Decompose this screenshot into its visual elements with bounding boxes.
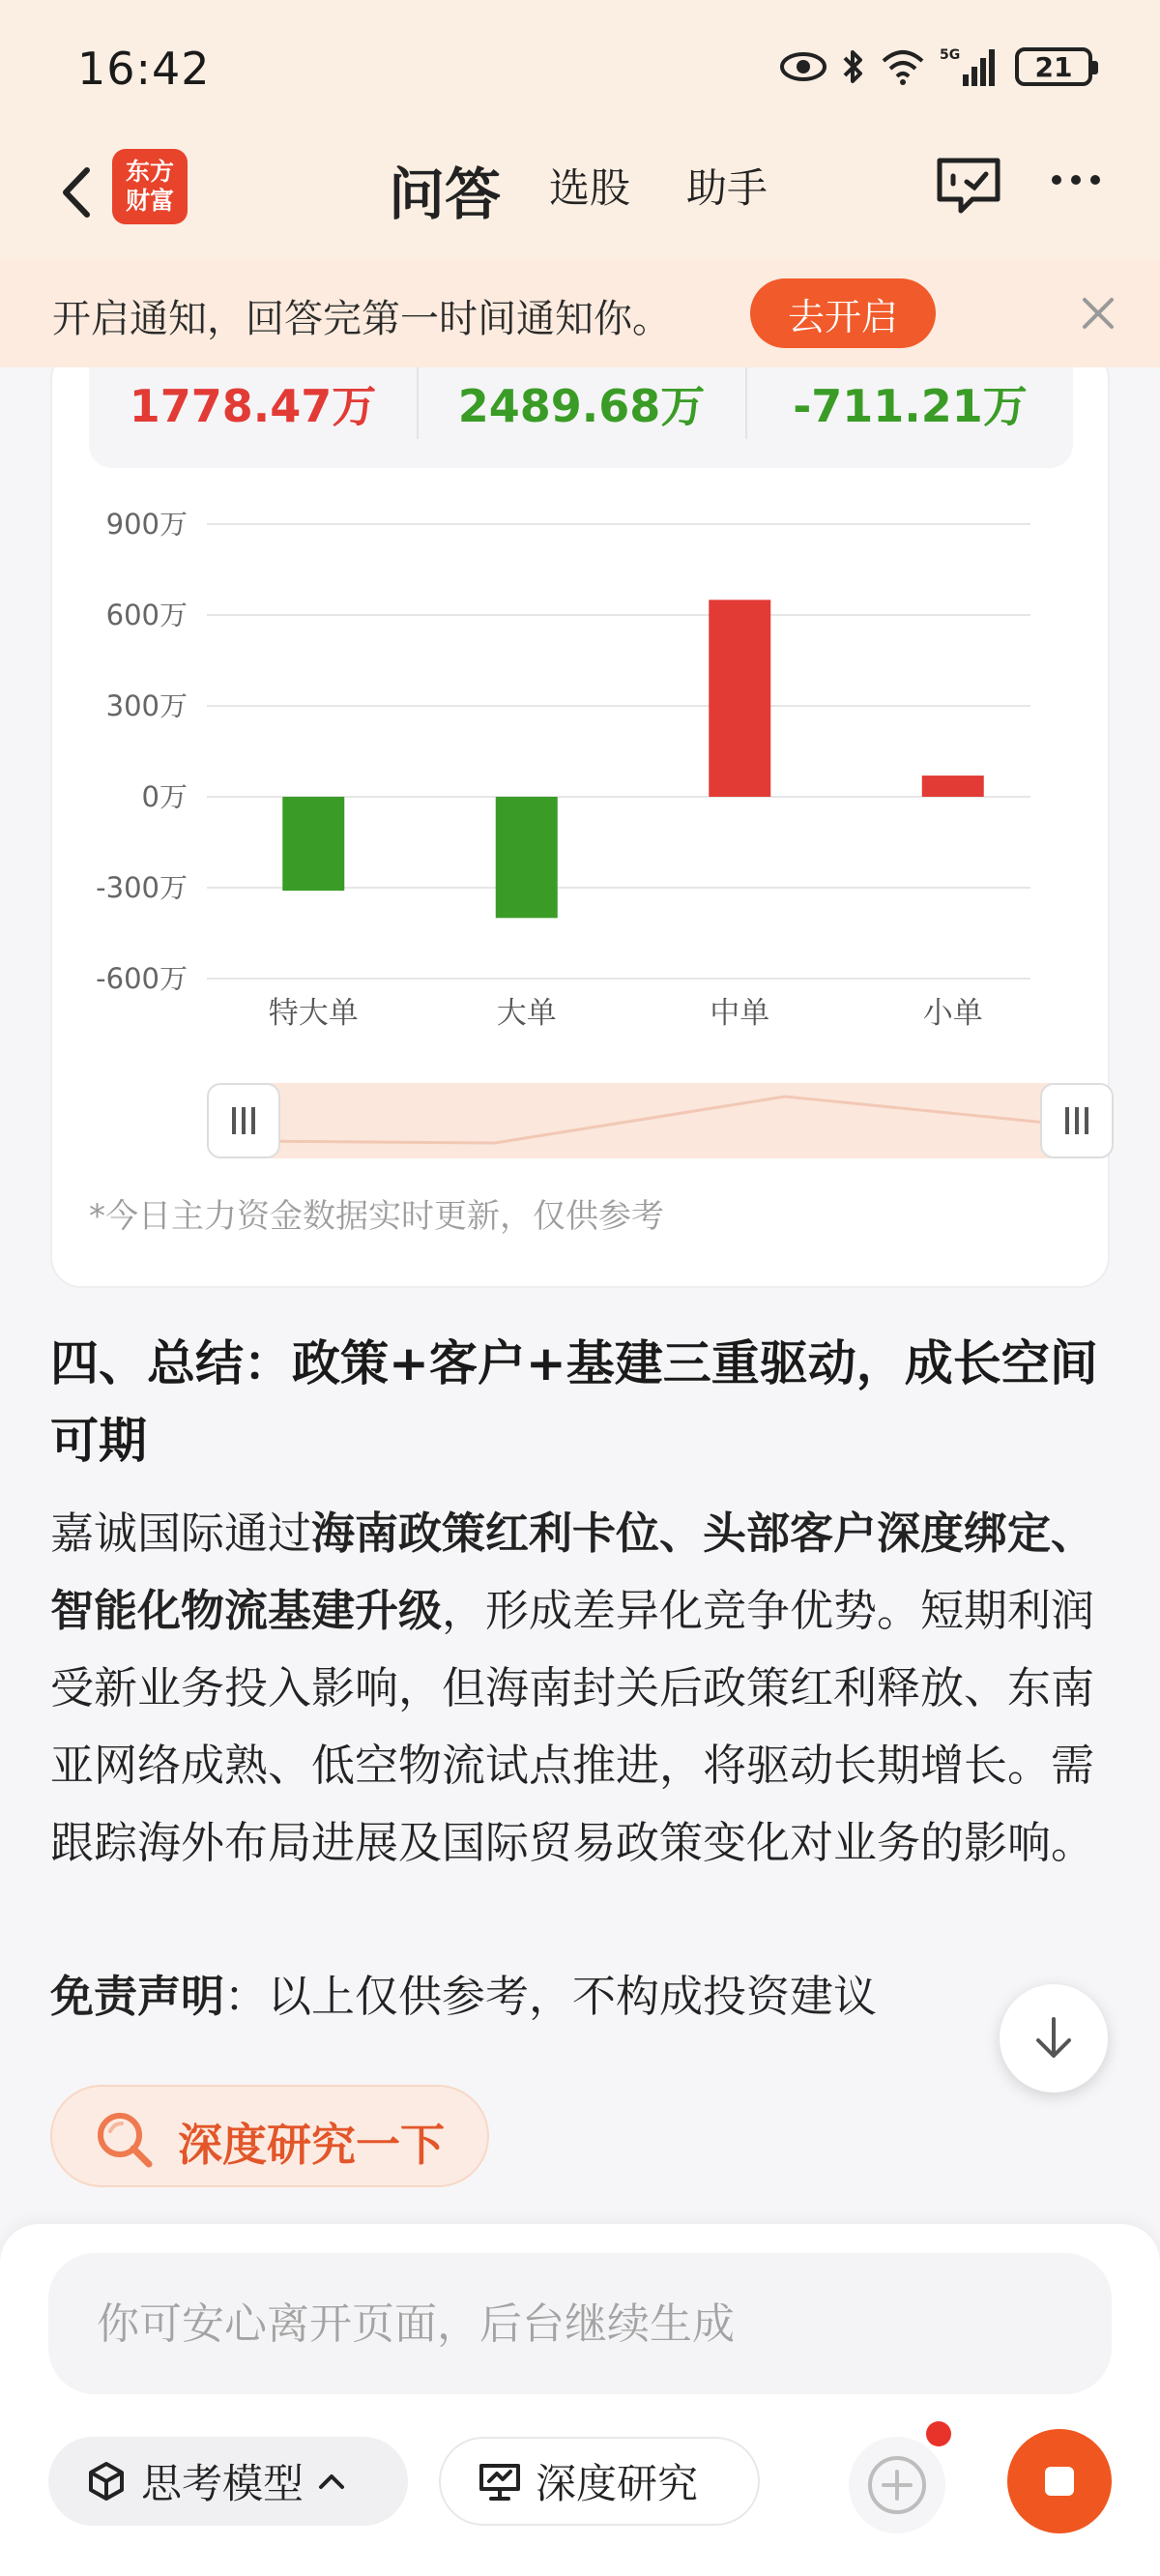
deep-research-label: 深度研究一下	[178, 2119, 445, 2171]
search-icon	[93, 2108, 157, 2172]
disclaimer-label: 免责声明	[50, 1971, 225, 2022]
chart-range-slider[interactable]	[205, 1083, 1114, 1158]
range-track	[244, 1083, 1075, 1158]
paragraph-bold: 海南政策红利卡位、头部客户深度绑定、智能化物流基建升级	[50, 1508, 1095, 1636]
notification-bar	[0, 259, 1160, 367]
battery-indicator: 21	[1015, 47, 1092, 86]
section-title: 四、总结：政策+客户+基建三重驱动，成长空间可期	[50, 1335, 1098, 1469]
wifi-icon	[880, 47, 926, 86]
app-logo	[112, 149, 188, 224]
deep-research-toggle[interactable]	[439, 2437, 760, 2526]
bar-3[interactable]	[922, 776, 984, 797]
answer-content	[0, 367, 1160, 2234]
x-category-label: 大单	[496, 996, 557, 1031]
flow-value: -711.21万	[793, 380, 1028, 432]
notification-dot	[926, 2421, 951, 2446]
bar-0[interactable]	[282, 797, 344, 891]
disclaimer-text: ：以上仅供参考，不构成投资建议	[224, 1971, 878, 2022]
composer	[0, 2224, 1160, 2576]
cube-icon	[85, 2460, 128, 2503]
thinking-model-selector[interactable]	[48, 2437, 408, 2526]
logo-line1: 东方	[125, 158, 174, 186]
x-category-label: 中单	[710, 996, 770, 1031]
top-area	[0, 0, 1160, 259]
research-icon	[478, 2460, 522, 2503]
status-time: 16:42	[77, 43, 211, 95]
add-button[interactable]	[849, 2437, 945, 2533]
nav-bar	[0, 135, 1160, 259]
tab-assistant[interactable]: 助手	[686, 164, 768, 212]
plus-icon	[866, 2454, 928, 2516]
range-handle-left[interactable]	[207, 1083, 280, 1158]
paragraph-text: ，形成差异化竞争优势。短期利润受新业务投入影响，但海南封关后政策红利释放、东南亚网络成熟、低空物流试点推进，将驱动长期增长。需跟踪海外布局进展及国际贸易政策变化对业务的影响。	[50, 1585, 1095, 1868]
status-icons	[779, 44, 1092, 89]
bar-2[interactable]	[709, 600, 770, 797]
question-input[interactable]	[48, 2253, 1112, 2394]
disclaimer	[50, 1961, 877, 2024]
feedback-icon[interactable]	[934, 155, 1003, 219]
range-preview	[244, 1083, 1075, 1158]
flow-value: 2489.68万	[457, 380, 706, 432]
y-tick-label: -300万	[96, 871, 188, 904]
range-handle-right[interactable]	[1040, 1083, 1114, 1158]
enable-notification-button[interactable]: 去开启	[750, 278, 936, 348]
paragraph-text: 嘉诚国际通过	[50, 1508, 312, 1559]
flow-value: 1778.47万	[129, 380, 377, 432]
summary-paragraph	[50, 1495, 1110, 1882]
tab-qa[interactable]: 问答	[389, 161, 502, 227]
eye-icon	[779, 51, 827, 82]
model-label: 思考模型	[141, 2460, 304, 2507]
back-icon[interactable]	[48, 159, 106, 226]
y-tick-label: 300万	[105, 689, 188, 722]
research-label: 深度研究	[536, 2460, 699, 2507]
svg-text:5G: 5G	[940, 47, 961, 63]
capital-flow-bar-chart	[52, 367, 1112, 1066]
logo-line2: 财富	[125, 187, 174, 215]
bluetooth-icon	[841, 46, 866, 87]
chart-note: *今日主力资金数据实时更新，仅供参考	[89, 1197, 664, 1236]
status-bar	[0, 0, 1160, 135]
bar-1[interactable]	[496, 797, 558, 918]
scroll-down-button[interactable]	[1000, 1984, 1108, 2093]
chevron-up-icon	[317, 2472, 346, 2491]
x-category-label: 小单	[922, 996, 983, 1031]
x-category-label: 特大单	[268, 996, 359, 1031]
deep-research-button[interactable]	[50, 2085, 489, 2187]
capital-flow-card	[50, 367, 1110, 1288]
y-tick-label: 900万	[105, 508, 188, 541]
close-icon[interactable]	[1079, 294, 1117, 333]
stop-icon	[1045, 2467, 1074, 2496]
signal-icon	[940, 45, 1001, 88]
y-tick-label: -600万	[96, 962, 188, 995]
notification-text: 开启通知，回答完第一时间通知你。	[52, 297, 671, 341]
y-tick-label: 0万	[141, 780, 188, 813]
more-icon[interactable]	[1050, 170, 1102, 190]
scroll-down-icon	[1027, 2011, 1081, 2065]
y-tick-label: 600万	[105, 599, 188, 631]
stop-generation-button[interactable]	[1007, 2429, 1112, 2533]
tab-stock-picker[interactable]: 选股	[549, 164, 631, 212]
